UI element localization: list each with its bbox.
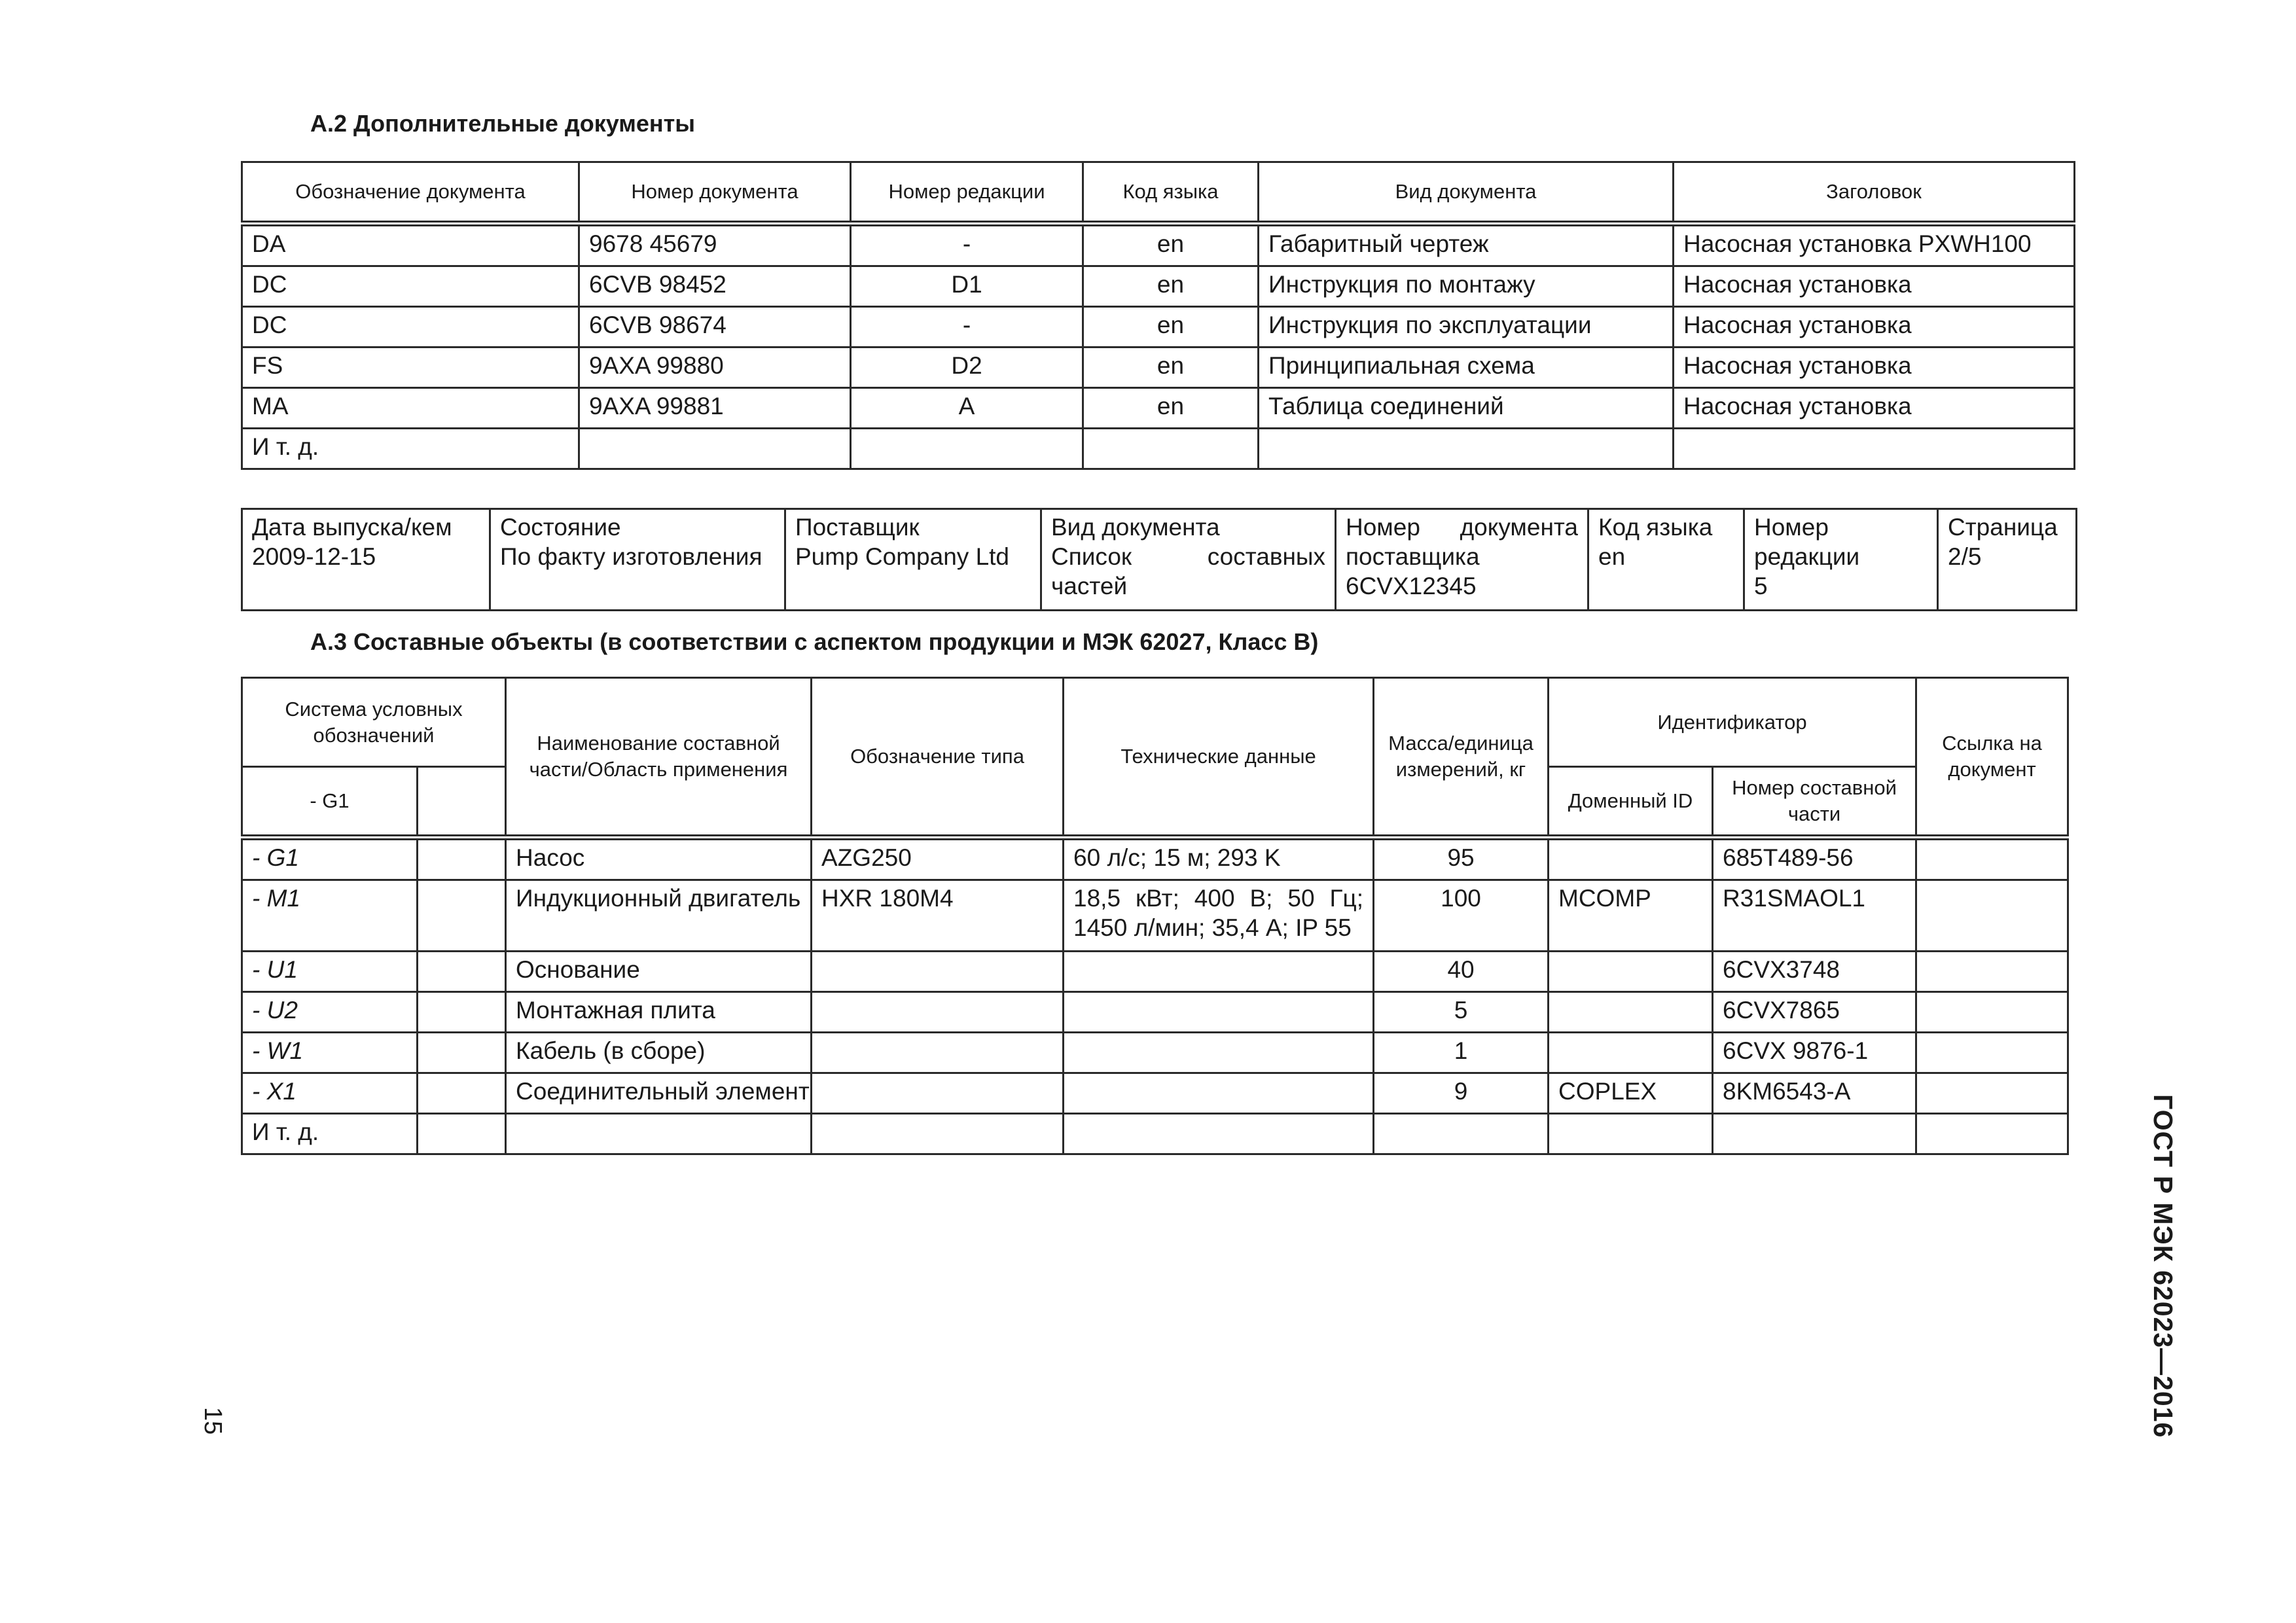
title-block-table bbox=[241, 508, 2077, 611]
title-block-supplier bbox=[785, 509, 1041, 611]
cell: 18,5 кВт; 400 В; 50 Гц; 1450 л/мин; 35,4 А; IP 55 bbox=[1064, 880, 1374, 952]
cell: en bbox=[1083, 348, 1259, 388]
table-header-row bbox=[242, 678, 2068, 767]
cell bbox=[1916, 838, 2068, 880]
title-block-revision bbox=[1744, 509, 1938, 611]
cell bbox=[418, 1033, 506, 1073]
table-row bbox=[242, 880, 2068, 952]
cell: 9 bbox=[1374, 1073, 1549, 1114]
cell bbox=[1374, 1114, 1549, 1154]
col-domain-id: Доменный ID bbox=[1549, 767, 1713, 838]
table-row bbox=[242, 429, 2075, 469]
cell: 100 bbox=[1374, 880, 1549, 952]
cell: 9AXA 99881 bbox=[579, 388, 851, 429]
table-row bbox=[242, 224, 2075, 266]
field-label: Номер документа поставщика bbox=[1346, 514, 1578, 570]
cell: - bbox=[851, 224, 1083, 266]
cell bbox=[506, 1114, 812, 1154]
field-value: 5 bbox=[1754, 573, 1768, 599]
cell: Инструкция по эксплуатации bbox=[1259, 307, 1674, 348]
cell: 60 л/с; 15 м; 293 K bbox=[1064, 838, 1374, 880]
field-label: Дата выпуска/кем bbox=[252, 514, 452, 541]
col-technical-data: Технические данные bbox=[1064, 678, 1374, 838]
component-objects-table bbox=[241, 677, 2069, 1155]
col-doc-number: Номер документа bbox=[579, 162, 851, 224]
cell bbox=[1064, 1073, 1374, 1114]
cell bbox=[1916, 952, 2068, 992]
cell bbox=[812, 992, 1064, 1033]
cell: Насосная установка bbox=[1674, 348, 2075, 388]
field-label: Номер редакции bbox=[1754, 514, 1860, 570]
section-a2-heading: А.2 Дополнительные документы bbox=[310, 110, 696, 137]
field-label: Поставщик bbox=[795, 514, 920, 541]
cell bbox=[418, 952, 506, 992]
cell: DC bbox=[242, 266, 579, 307]
cell: Соединительный элемент bbox=[506, 1073, 812, 1114]
cell: en bbox=[1083, 307, 1259, 348]
cell bbox=[1064, 992, 1374, 1033]
cell: - M1 bbox=[242, 880, 418, 952]
field-value: Pump Company Ltd bbox=[795, 543, 1010, 570]
cell: 1 bbox=[1374, 1033, 1549, 1073]
cell: 6CVX3748 bbox=[1713, 952, 1916, 992]
col-designation-sub: - G1 bbox=[242, 767, 418, 838]
cell: 6CVB 98452 bbox=[579, 266, 851, 307]
cell: 6CVX7865 bbox=[1713, 992, 1916, 1033]
cell: Индукционный двигатель bbox=[506, 880, 812, 952]
section-a3-heading: А.3 Составные объекты (в соответствии с аспектом продукции и МЭК 62027, Класс В) bbox=[310, 628, 1319, 655]
cell: - U2 bbox=[242, 992, 418, 1033]
cell bbox=[579, 429, 851, 469]
cell bbox=[1674, 429, 2075, 469]
cell: AZG250 bbox=[812, 838, 1064, 880]
table-row bbox=[242, 1033, 2068, 1073]
cell bbox=[418, 838, 506, 880]
table-row bbox=[242, 388, 2075, 429]
cell: 6CVX 9876-1 bbox=[1713, 1033, 1916, 1073]
cell: 40 bbox=[1374, 952, 1549, 992]
table-row bbox=[242, 1073, 2068, 1114]
title-block-row bbox=[242, 509, 2077, 611]
field-value: en bbox=[1598, 543, 1626, 570]
cell bbox=[418, 1114, 506, 1154]
table-row bbox=[242, 307, 2075, 348]
cell: MCOMP bbox=[1549, 880, 1713, 952]
cell: 685T489-56 bbox=[1713, 838, 1916, 880]
cell bbox=[812, 1114, 1064, 1154]
cell bbox=[418, 992, 506, 1033]
table-row bbox=[242, 838, 2068, 880]
cell: - W1 bbox=[242, 1033, 418, 1073]
additional-documents-table bbox=[241, 161, 2075, 470]
cell: - U1 bbox=[242, 952, 418, 992]
cell bbox=[1549, 838, 1713, 880]
cell: Таблица соединений bbox=[1259, 388, 1674, 429]
cell bbox=[1916, 1033, 2068, 1073]
cell: en bbox=[1083, 224, 1259, 266]
title-block-language bbox=[1588, 509, 1744, 611]
field-value: 2/5 bbox=[1948, 543, 1982, 570]
cell: - G1 bbox=[242, 838, 418, 880]
cell: D1 bbox=[851, 266, 1083, 307]
cell: COPLEX bbox=[1549, 1073, 1713, 1114]
cell bbox=[1916, 1073, 2068, 1114]
cell: DA bbox=[242, 224, 579, 266]
field-label: Код языка bbox=[1598, 514, 1713, 541]
field-value: Список составных частей bbox=[1051, 543, 1325, 599]
cell: FS bbox=[242, 348, 579, 388]
col-designation-empty bbox=[418, 767, 506, 838]
cell: Насосная установка bbox=[1674, 266, 2075, 307]
cell bbox=[1064, 1114, 1374, 1154]
cell: R31SMAOL1 bbox=[1713, 880, 1916, 952]
cell bbox=[1916, 992, 2068, 1033]
cell: Насосная установка PXWH100 bbox=[1674, 224, 2075, 266]
cell: - X1 bbox=[242, 1073, 418, 1114]
cell: HXR 180M4 bbox=[812, 880, 1064, 952]
cell: en bbox=[1083, 266, 1259, 307]
cell bbox=[1549, 1033, 1713, 1073]
cell: A bbox=[851, 388, 1083, 429]
cell bbox=[1713, 1114, 1916, 1154]
table-row bbox=[242, 1114, 2068, 1154]
cell: Принципиальная схема bbox=[1259, 348, 1674, 388]
col-component-name: Наименование составной части/Область применения bbox=[506, 678, 812, 838]
col-language: Код языка bbox=[1083, 162, 1259, 224]
title-block-doc-kind bbox=[1041, 509, 1336, 611]
cell: 5 bbox=[1374, 992, 1549, 1033]
cell: D2 bbox=[851, 348, 1083, 388]
title-block-status bbox=[490, 509, 785, 611]
field-label: Состояние bbox=[500, 514, 621, 541]
cell: MA bbox=[242, 388, 579, 429]
cell bbox=[1064, 1033, 1374, 1073]
col-part-number: Номер составной части bbox=[1713, 767, 1916, 838]
cell: Габаритный чертеж bbox=[1259, 224, 1674, 266]
cell: И т. д. bbox=[242, 429, 579, 469]
cell: Инструкция по монтажу bbox=[1259, 266, 1674, 307]
col-doc-designation: Обозначение документа bbox=[242, 162, 579, 224]
table-row bbox=[242, 348, 2075, 388]
cell: Насосная установка bbox=[1674, 388, 2075, 429]
field-value: 2009-12-15 bbox=[252, 543, 376, 570]
col-doc-reference: Ссылка на документ bbox=[1916, 678, 2068, 838]
col-doc-kind: Вид документа bbox=[1259, 162, 1674, 224]
cell: И т. д. bbox=[242, 1114, 418, 1154]
title-block-issue-date bbox=[242, 509, 490, 611]
cell bbox=[1549, 1114, 1713, 1154]
cell bbox=[812, 1033, 1064, 1073]
col-mass: Масса/единица измерений, кг bbox=[1374, 678, 1549, 838]
cell: 95 bbox=[1374, 838, 1549, 880]
col-title: Заголовок bbox=[1674, 162, 2075, 224]
cell bbox=[418, 1073, 506, 1114]
cell bbox=[1083, 429, 1259, 469]
cell: 6CVB 98674 bbox=[579, 307, 851, 348]
cell: DC bbox=[242, 307, 579, 348]
cell: Монтажная плита bbox=[506, 992, 812, 1033]
cell bbox=[1259, 429, 1674, 469]
field-label: Вид документа bbox=[1051, 514, 1220, 541]
standard-title: ГОСТ Р МЭК 62023—2016 bbox=[2148, 1094, 2178, 1438]
cell: 8KM6543-A bbox=[1713, 1073, 1916, 1114]
cell bbox=[1064, 952, 1374, 992]
cell bbox=[1916, 880, 2068, 952]
cell: Основание bbox=[506, 952, 812, 992]
cell: Насос bbox=[506, 838, 812, 880]
table-header-row bbox=[242, 162, 2075, 224]
cell bbox=[812, 952, 1064, 992]
col-revision: Номер редакции bbox=[851, 162, 1083, 224]
page-number: 15 bbox=[199, 1407, 226, 1435]
col-designation-system: Система условных обозначений bbox=[242, 678, 506, 767]
title-block-supplier-doc-number bbox=[1336, 509, 1588, 611]
field-value: По факту изготовления bbox=[500, 543, 762, 570]
cell bbox=[418, 880, 506, 952]
table-row bbox=[242, 266, 2075, 307]
cell: 9678 45679 bbox=[579, 224, 851, 266]
table-row bbox=[242, 992, 2068, 1033]
cell bbox=[812, 1073, 1064, 1114]
cell bbox=[1916, 1114, 2068, 1154]
cell bbox=[1549, 952, 1713, 992]
title-block-page bbox=[1938, 509, 2077, 611]
field-value: 6CVX12345 bbox=[1346, 573, 1477, 599]
cell bbox=[1549, 992, 1713, 1033]
cell: Кабель (в сборе) bbox=[506, 1033, 812, 1073]
cell: - bbox=[851, 307, 1083, 348]
col-type-designation: Обозначение типа bbox=[812, 678, 1064, 838]
cell bbox=[851, 429, 1083, 469]
col-identifier: Идентификатор bbox=[1549, 678, 1916, 767]
cell: 9AXA 99880 bbox=[579, 348, 851, 388]
cell: en bbox=[1083, 388, 1259, 429]
cell: Насосная установка bbox=[1674, 307, 2075, 348]
table-row bbox=[242, 952, 2068, 992]
field-label: Страница bbox=[1948, 514, 2058, 541]
